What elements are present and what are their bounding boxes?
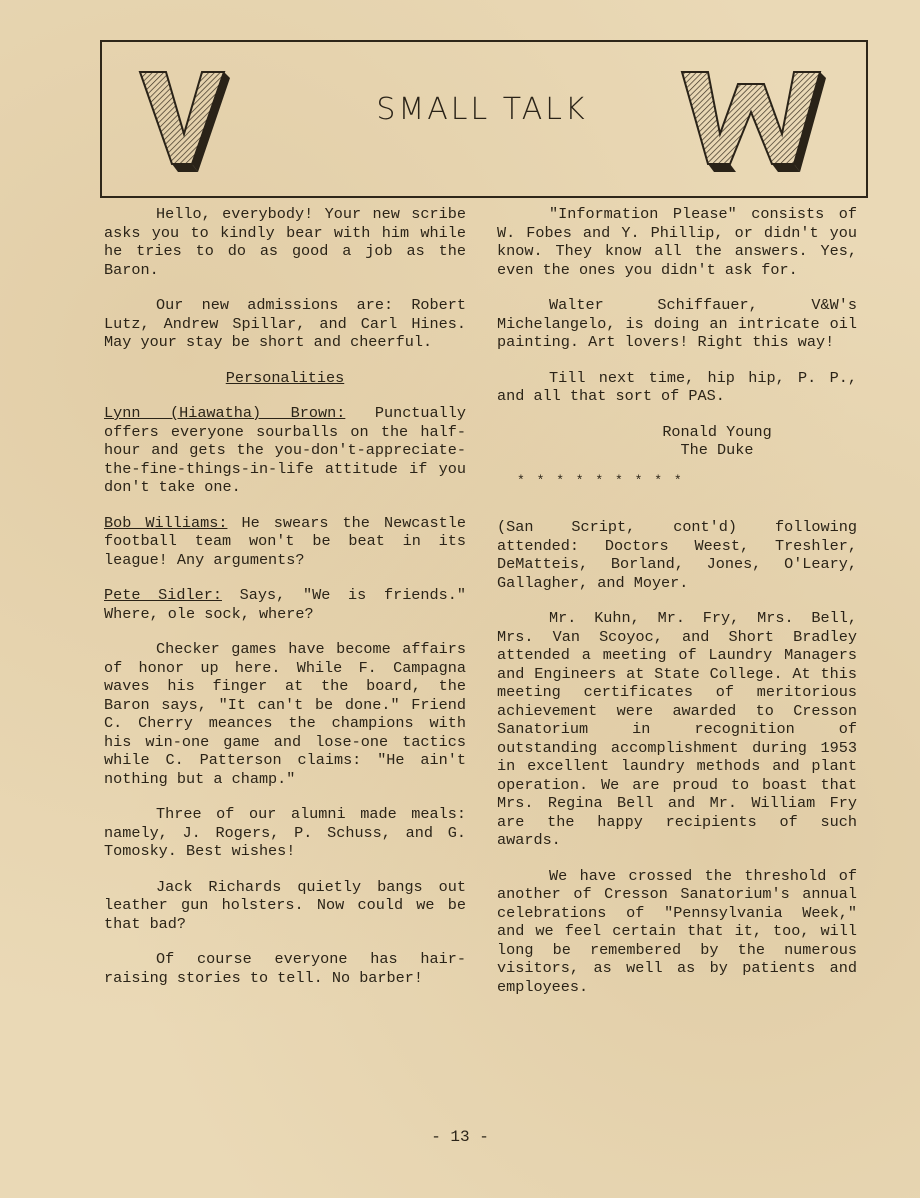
- greeting-paragraph: Hello, everybody! Your new scribe asks you to kindly bear with him while he tries to do as good a job as the Baron.: [104, 205, 466, 279]
- stars-divider: * * * * * * * * *: [517, 472, 684, 488]
- right-column: [497, 205, 857, 1013]
- personality-pete: [104, 586, 466, 623]
- personality-text: Says, "We is friends." Where, ole sock, where?: [104, 586, 466, 623]
- signature-title: The Duke: [680, 441, 754, 459]
- personality-bob: [104, 514, 466, 570]
- left-column: [104, 205, 466, 1004]
- masthead-box: [100, 40, 868, 198]
- closing-paragraph: Till next time, hip hip, P. P., and all that sort of PAS.: [497, 368, 857, 405]
- section-heading: Personalities: [225, 368, 345, 387]
- personality-text: Punctually offers everyone sourballs on the half-hour and gets the you-don't-appreciate-the-fine-things-in-life attitude if you don't take one.: [104, 404, 466, 496]
- admissions-paragraph: Our new admissions are: Robert Lutz, Andrew Spillar, and Carl Hines. May your stay be short and cheerful.: [104, 296, 466, 351]
- pennsylvania-week-paragraph: We have crossed the threshold of another of Cresson Sanatorium's annual celebrations of "Pennsylvania Week," and we feel certain that it, too, will long be remembered by the numerous visitors, as well as by patients and employees.: [497, 866, 857, 996]
- laundry-paragraph: Mr. Kuhn, Mr. Fry, Mrs. Bell, Mrs. Van Scoyoc, and Short Bradley attended a meeting of Laundry Managers and Engineers at State College. At this meeting certificates of meritorious achievement were awarded to Cresson Sanatorium in recognition of outstanding accomplishment during 1953 in excellent laundry methods and plant operation. We are proud to boast that Mrs. Regina Bell and Mr. William Fry are the happy recipients of such awards.: [497, 609, 857, 849]
- w-letter-logo: [676, 64, 826, 174]
- schiffauer-paragraph: Walter Schiffauer, V&W's Michelangelo, is doing an intricate oil painting. Art lovers! Right this way!: [497, 296, 857, 351]
- personality-name: Bob Williams:: [104, 513, 228, 532]
- personality-text: He swears the Newcastle football team won't be beat in its league! Any arguments?: [104, 513, 466, 569]
- san-script-paragraph: (San Script, cont'd) following attended: Doctors Weest, Treshler, DeMatteis, Borland, Jones, O'Leary, Gallagher, and Moyer.: [497, 518, 857, 592]
- masthead-title: SMALL TALK: [376, 92, 588, 127]
- information-please-paragraph: "Information Please" consists of W. Fobes and Y. Phillip, or didn't you know. They know all the answers. Yes, even the ones you didn't ask for.: [497, 205, 857, 279]
- personality-name: Pete Sidler:: [104, 586, 222, 604]
- checker-paragraph: Checker games have become affairs of honor up here. While F. Campagna waves his finger at the board, the Baron says, "It can't be done." Friend C. Cherry meances the champions with his win-one game and lose-one tactics while C. Patterson claims: "He ain't nothing but a champ.": [104, 640, 466, 788]
- personality-lynn: [104, 404, 466, 497]
- signature-name: Ronald Young: [662, 422, 772, 441]
- alumni-paragraph: Three of our alumni made meals: namely, J. Rogers, P. Schuss, and G. Tomosky. Best wishes!: [104, 805, 466, 860]
- page-number: - 13 -: [431, 1128, 489, 1146]
- v-letter-logo: [132, 64, 232, 174]
- jack-paragraph: Jack Richards quietly bangs out leather gun holsters. Now could we be that bad?: [104, 877, 466, 933]
- personality-name: Lynn (Hiawatha) Brown:: [104, 404, 346, 422]
- hair-paragraph: Of course everyone has hair-raising stories to tell. No barber!: [104, 950, 466, 987]
